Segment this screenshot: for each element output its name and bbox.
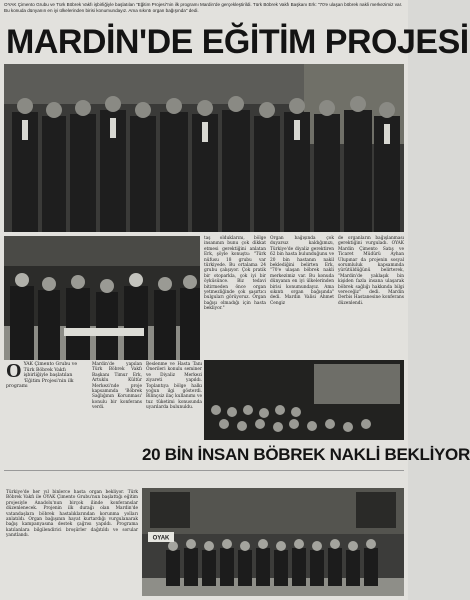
photo-caption [6, 362, 88, 438]
stage-photo-image [142, 488, 404, 596]
ceremony-photo-image [4, 236, 200, 360]
article-column-5: Beslenme ve Hasta Tanı Önerileri konulu seminer ve Diyaliz Merkezi ziyareti yapıldı. Toplantıya bölge halkı yoğun ilgi gösterdi. Bilinçsiz ilaç kullanımı ve tuz tüketimi konusunda uyarılarda bulunuldu. [146, 362, 202, 411]
caption-text: YAK Çimento Grubu ve Türk Böbrek Vakfı işbirliğiyle başlatılan 'Eğitim Projesi'nin ilk programı [6, 362, 78, 390]
group-photo-image [4, 64, 404, 232]
audience-photo-image [204, 360, 404, 440]
article-column-6: Türkiye'de her yıl binlerce hasta organ bekliyor. Türk Böbrek Vakfı ile OYAK Çimento Grubu'nun başlattığı eğitim projesiyle Anadolu'nun birçok ilinde konferanslar düzenlenecek. Projenin ilk durağı olan Mardin'de vatandaşlara böbrek hastalıklarından korunma yolları anlatıldı. Organ bağışının hayat kurtardığı vurgulanarak bağış kampanyasına destek çağrısı yapıldı. Programa katılanlara bilgilendirici broşürler dağıtıldı ve sorular yanıtlandı. [6, 490, 138, 539]
ceremony-photo [4, 236, 200, 360]
group-photo [4, 64, 404, 232]
subheadline: 20 BİN İNSAN BÖBREK NAKLİ BEKLİYOR [142, 445, 470, 464]
section-divider [4, 470, 404, 471]
lead-strip: OYAK Çimento Grubu ve Türk Böbrek Vakfı işbirliğiyle başlatılan "Eğitim Projesi"nin ilk programı Mardin'de gerçekleştirildi. Türk Böbrek Vakfı Başkanı Erk: "70'e ulaşan böbrek nakli merkezimiz var. Bu konuda dünyanın en iyi ülkelerinden birisi konumundayız. Ama sıkıntı organ bağışında" dedi. [4, 2, 403, 13]
article-column-4: Mardin'de yapılan Türk Böbrek Vakfı Başkanı Timur Erk, Artuklu Kültür Merkezi'nde proje kapsamında 'Böbrek Sağlığının Korunması' konulu bir konferans verdi. [92, 362, 142, 411]
article-column-2: Organ bağışında çok duyarsız kaldığımızı, Türkiye'de diyaliz gerektiren 62 bin hasta bulunduğunu ve 20 bin hastanın nakil beklediğini belirten Erk, "70'e ulaşan böbrek nakli merkezimiz var. Bu konuda dünyanın en iyi ülkelerinden birisi konumundayız. Ama sıkıntı organ bağışında" dedi. Mardin Valisi Ahmet Cengiz [270, 236, 334, 306]
article-column-3: de organların bağışlanması gerektiğini vurguladı. OYAK Mardin Çimento Satış ve Ticaret Müdürü Ayhan Ulupınar da projenin sosyal sorumluluk kapsamında yürütüldüğünü belirterek, "Mardin'de yaklaşık bin kişiden fazla insana ulaşarak böbrek sağlığı hakkında bilgi vereceğiz" dedi. Mardin Derbis Hastanesine konferans düzenlendi. [338, 236, 404, 306]
oyak-banner-text: OYAK [152, 535, 170, 542]
audience-photo [204, 360, 404, 440]
stage-photo [142, 488, 404, 596]
headline: MARDİN'DE EĞİTİM PROJESİ [6, 23, 469, 61]
drop-cap: O [6, 360, 22, 382]
article-column-1: taş olduklarını, bölge insanının bunu çok dikkat etmesi gerektiğini anlatan Erk, şöyle konuştu: "Türk nüfusu 18 grubu var türkiyede. Bu ortalama 24 grubu çalışıyor. Çok pratik bir otoparkla, çok iyi bir öyküsünce. Biz tedavi bitirmeden önce organ yetmezliğinde çok şaşırtıcı bulguları görüyoruz. Organ bağışı olmadığı için hasta bekliyor." [204, 236, 266, 312]
